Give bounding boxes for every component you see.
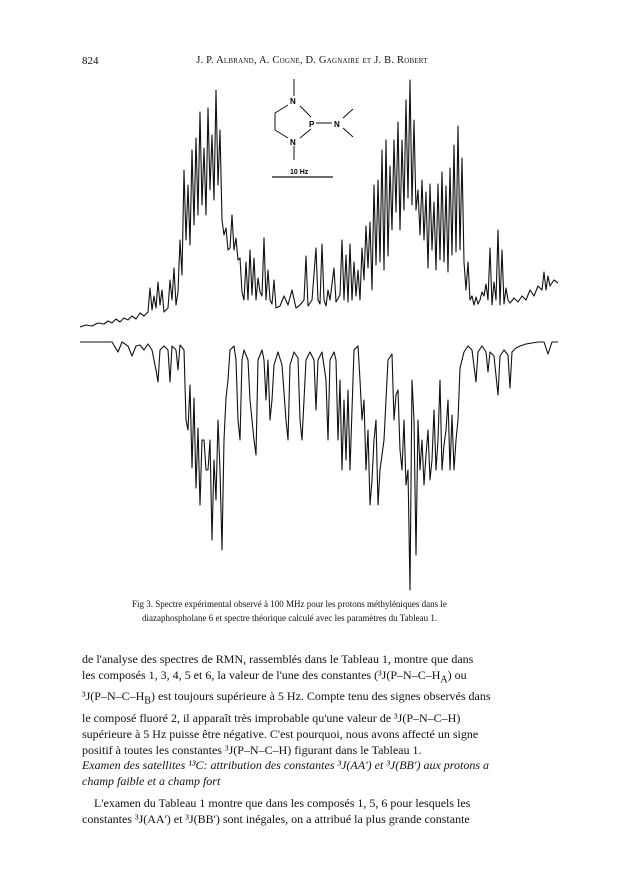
p1-line-3 [82, 688, 558, 709]
figure-caption [132, 597, 532, 625]
p1-line-1: de l'analyse des spectres de RMN, rassemblés dans le Tableau 1, montre que dans [82, 652, 474, 666]
page-number: 824 [82, 55, 99, 67]
p1-line-2 [82, 667, 558, 688]
p1-line-4: le composé fluoré 2, il apparaît très improbable qu'une valeur de ³J(P–N–C–H) [82, 710, 461, 725]
p1-line-3-sub: B [144, 695, 151, 707]
p3-line-2: constantes ³J(AA') et ³J(BB') sont inégales, on a attribué la plus grande constante [82, 812, 470, 826]
p1-line-2-end: ) ou [447, 668, 467, 682]
p1-line-3-text: ³J(P–N–C–H [82, 689, 145, 704]
theoretical-spectrum [80, 342, 558, 590]
structure-n-right: N [334, 120, 340, 129]
heading-line-2: champ faible et a champ fort [82, 774, 221, 788]
scale-bar-label: 10 Hz [290, 169, 309, 176]
running-head-authors: J. P. Albrand, A. Cogne, D. Gagnaire et J. B. Robert [196, 55, 428, 66]
structure-p: P [309, 120, 315, 129]
p1-line-6: positif à toutes les constantes ³J(P–N–C–H) figurant dans le Tableau 1. [82, 742, 422, 757]
caption-line-1: Fig 3. Spectre expérimental observé à 100 MHz pour les protons méthyléniques dans le [132, 599, 447, 609]
p1-line-2-text: les composés 1, 3, 4, 5 et 6, la valeur de l'une des constantes (³J(P–N–C–H [82, 668, 441, 682]
paragraph-2 [82, 795, 558, 827]
p1-line-2-sub: A [440, 674, 448, 686]
p3-line-1: L'examen du Tableau 1 montre que dans les composés 1, 5, 6 pour lesquels les [94, 796, 471, 810]
section-heading [82, 757, 558, 789]
structure-n-top: N [290, 97, 296, 106]
heading-line-1: Examen des satellites ¹³C: attribution des constantes ³J(AA') et ³J(BB') aux protons a [82, 758, 489, 772]
p1-line-5: supérieure à 5 Hz puisse être négative. C'est pourquoi, nous avons affecté un signe [82, 726, 479, 741]
structure-n-bottom: N [290, 138, 296, 147]
paragraph-1 [82, 651, 558, 758]
caption-line-2: diazaphospholane 6 et spectre théorique calculé avec les paramètres du Tableau 1. [142, 613, 438, 623]
experimental-spectrum [80, 80, 558, 327]
p1-line-3-end: ) est toujours supérieure à 5 Hz. Compte tenu des signes observés dans [150, 689, 491, 704]
